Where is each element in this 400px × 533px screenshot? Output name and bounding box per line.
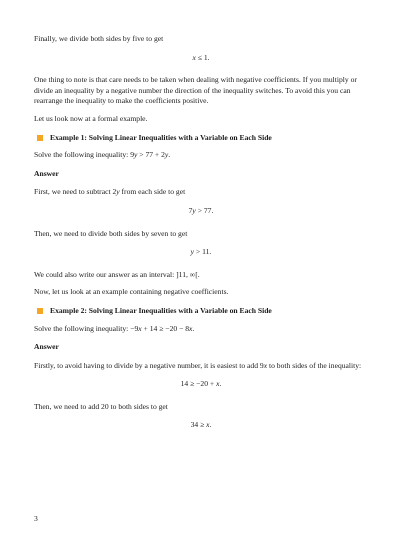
intro-paragraph: Finally, we divide both sides by five to get [34, 34, 164, 43]
example-1-step-2-math: y > 11. [190, 247, 212, 257]
example-2-step-1: Firstly, to avoid having to divide by a negative number, it is easiest to add 9x to both sides of the inequality: [34, 360, 362, 370]
example-2-question: Solve the following inequality: −9x + 14 ≥ −20 − 8x. [34, 323, 195, 333]
example-1-step-1-math: 7y > 77. [188, 205, 214, 215]
square-bullet-icon [37, 308, 43, 314]
example-2-heading [34, 306, 368, 317]
example-2-answer-label: Answer [34, 342, 59, 352]
formal-example-intro: Let us look now at a formal example. [34, 113, 148, 123]
example-2-step-2-math: 34 ≥ x. [190, 420, 212, 430]
negative-example-intro: Now, let us look at an example containing negative coefficients. [34, 287, 229, 297]
example-1-answer-label: Answer [34, 168, 59, 178]
example-1-question: Solve the following inequality: 9y > 77 + 2y. [34, 150, 171, 160]
example-1-step-1: First, we need to subtract 2y from each side to get [34, 187, 186, 197]
example-1-title: Example 1: Solving Linear Inequalities with a Variable on Each Side [50, 132, 272, 142]
square-bullet-icon [37, 135, 43, 141]
example-2-title: Example 2: Solving Linear Inequalities with a Variable on Each Side [50, 305, 272, 315]
example-1-heading [34, 133, 368, 144]
example-1-interval: We could also write our answer as an interval: ]11, ∞[. [34, 269, 200, 279]
example-2-step-1-math: 14 ≥ −20 + x. [180, 379, 222, 389]
page-number: 3 [34, 514, 38, 523]
example-1-step-2: Then, we need to divide both sides by seven to get [34, 228, 188, 238]
document-page [34, 34, 368, 431]
math-result-x: x ≤ 1. [192, 52, 210, 62]
negative-coefficients-note: One thing to note is that care needs to be taken when dealing with negative coefficients. If you multiply or divide an inequality by a negative number the direction of the inequality switches. To avoid this you can rearrange the inequality to make the coefficients positive. [34, 75, 357, 106]
example-2-step-2: Then, we need to add 20 to both sides to get [34, 401, 168, 411]
